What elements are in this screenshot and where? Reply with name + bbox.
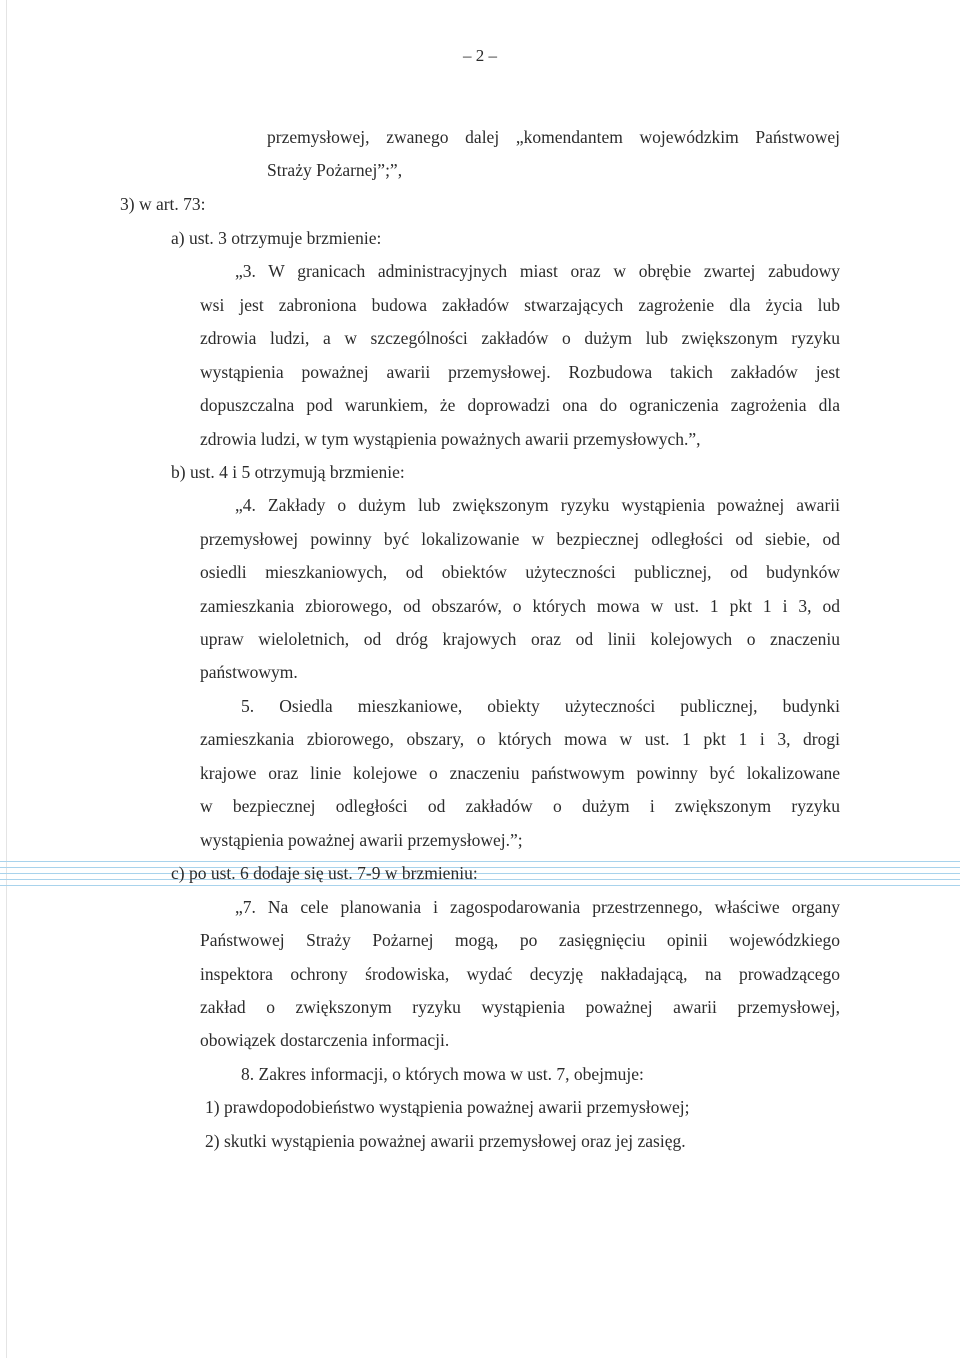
text-line: zamieszkania zbiorowego, od obszarów, o których mowa w ust. 1 pkt 1 i 3, od [200, 596, 840, 616]
text-line: „3. W granicach administracyjnych miast oraz w obrębie zwartej zabudowy [235, 261, 840, 281]
list-item-heading: 3) w art. 73: [120, 194, 206, 214]
text-line: zamieszkania zbiorowego, obszary, o których mowa w ust. 1 pkt 1 i 3, drogi [200, 729, 840, 749]
text-line: „4. Zakłady o dużym lub zwiększonym ryzyku wystąpienia poważnej awarii [235, 495, 840, 515]
text-line: przemysłowej powinny być lokalizowanie w bezpiecznej odległości od siebie, od [200, 529, 840, 549]
text-line: zdrowia ludzi, a w szczególności zakładów o dużym lub zwiększonym ryzyku [200, 328, 840, 348]
text-line: Straży Pożarnej”;”, [267, 160, 403, 180]
list-item-heading: a) ust. 3 otrzymuje brzmienie: [171, 228, 382, 248]
text-line: dopuszczalna pod warunkiem, że doprowadzi ona do ograniczenia zagrożenia dla [200, 395, 840, 415]
text-line: przemysłowej, zwanego dalej „komendantem wojewódzkim Państwowej [267, 127, 840, 147]
text-line: wsi jest zabroniona budowa zakładów stwarzających zagrożenie dla życia lub [200, 295, 840, 315]
text-line: zdrowia ludzi, w tym wystąpienia poważnych awarii przemysłowych.”, [200, 429, 701, 449]
list-item: 1) prawdopodobieństwo wystąpienia poważnej awarii przemysłowej; [205, 1097, 690, 1117]
text-line: upraw wieloletnich, od dróg krajowych oraz od linii kolejowych o znaczeniu [200, 629, 840, 649]
scan-artifact-lines [0, 861, 960, 891]
text-line: osiedli mieszkaniowych, od obiektów użyteczności publicznej, od budynków [200, 562, 840, 582]
text-line: wystąpienia poważnej awarii przemysłowej. Rozbudowa takich zakładów jest [200, 362, 840, 382]
scan-page-edge [6, 0, 7, 1358]
text-line: 5. Osiedla mieszkaniowe, obiekty użyteczności publicznej, budynki [241, 696, 840, 716]
text-line: zakład o zwiększonym ryzyku wystąpienia poważnej awarii przemysłowej, [200, 997, 840, 1017]
list-item: 2) skutki wystąpienia poważnej awarii przemysłowej oraz jej zasięg. [205, 1131, 686, 1151]
text-line: inspektora ochrony środowiska, wydać decyzję nakładającą, na prowadzącego [200, 964, 840, 984]
text-line: Państwowej Straży Pożarnej mogą, po zasięgnięciu opinii wojewódzkiego [200, 930, 840, 950]
text-line: obowiązek dostarczenia informacji. [200, 1030, 450, 1050]
list-item-heading: c) po ust. 6 dodaje się ust. 7-9 w brzmieniu: [171, 863, 478, 883]
text-line: 8. Zakres informacji, o których mowa w ust. 7, obejmuje: [241, 1064, 644, 1084]
text-line: „7. Na cele planowania i zagospodarowania przestrzennego, właściwe organy [235, 897, 840, 917]
list-item-heading: b) ust. 4 i 5 otrzymują brzmienie: [171, 462, 405, 482]
text-line: krajowe oraz linie kolejowe o znaczeniu państwowym powinny być lokalizowane [200, 763, 840, 783]
text-line: w bezpiecznej odległości od zakładów o dużym i zwiększonym ryzyku [200, 796, 840, 816]
text-line: państwowym. [200, 662, 298, 682]
text-line: wystąpienia poważnej awarii przemysłowej.”; [200, 830, 523, 850]
page-number: – 2 – [463, 46, 497, 65]
